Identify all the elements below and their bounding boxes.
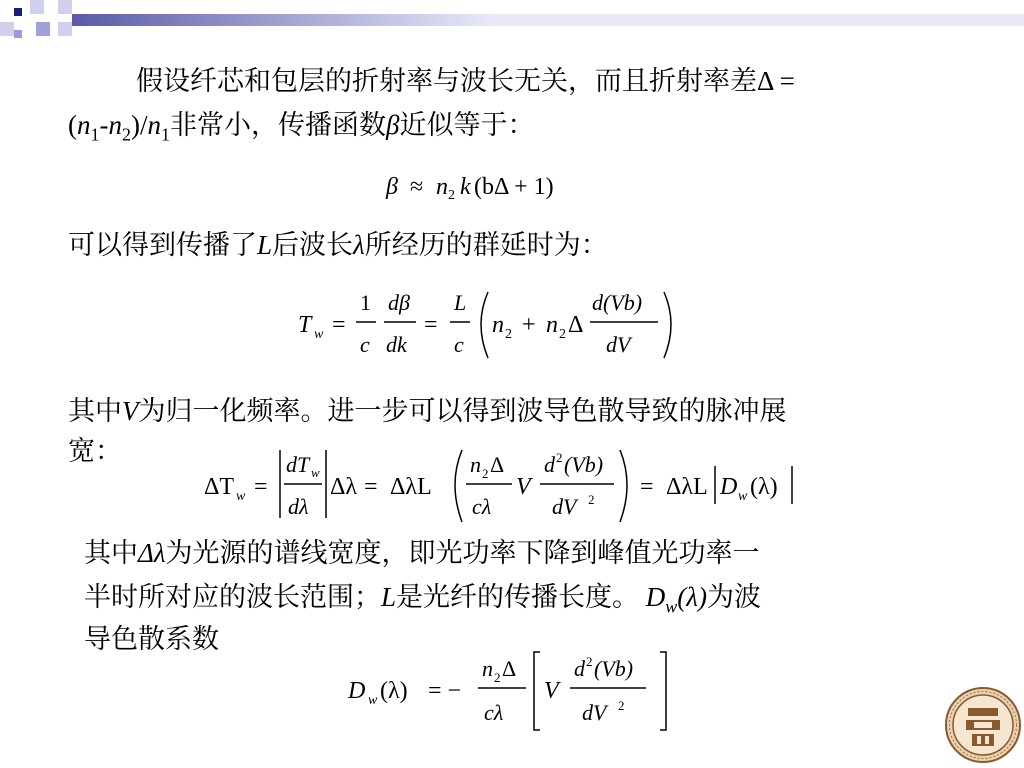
corner-square-1	[14, 8, 22, 16]
para4-text-3: 半时所对应的波长范围；	[84, 582, 381, 612]
eq3-sub2: 2	[482, 466, 489, 481]
eq4-bracket-right	[660, 652, 666, 730]
equation-4	[344, 646, 684, 736]
slash: )/	[131, 110, 148, 140]
L-symbol-2: L	[381, 582, 397, 612]
beta-symbol: β	[386, 110, 400, 140]
eq2-sub2a: 2	[505, 327, 512, 342]
eq3-dlam: dλ	[288, 494, 309, 519]
eq3-delta: Δ	[490, 452, 505, 477]
eq2-plus: +	[522, 312, 536, 338]
eq4-bracket-left	[534, 652, 540, 730]
eq3-Vb: (Vb)	[564, 452, 604, 477]
eq4-lam: (λ)	[380, 678, 408, 704]
eq3-sq2: 2	[588, 492, 595, 507]
corner-square-6	[58, 0, 72, 14]
eq4-n2: n	[482, 656, 493, 681]
para3-text-3: 宽：	[68, 436, 122, 466]
eq2-c1: c	[360, 332, 370, 357]
corner-square-3	[0, 22, 14, 36]
eq4-sub2: 2	[494, 670, 501, 685]
eq4-w: w	[368, 693, 378, 708]
eq3-lam: (λ)	[750, 474, 778, 500]
eq3-eq2: =	[364, 474, 378, 500]
eq1-approx: ≈	[410, 174, 424, 200]
eq2-L: L	[454, 290, 467, 315]
eq3-dT: ΔT	[204, 474, 235, 500]
eq3-dV: dV	[552, 494, 577, 519]
D-symbol: D	[645, 582, 666, 612]
eq1-rest: (bΔ + 1)	[474, 174, 554, 200]
eq2-paren-left	[481, 292, 488, 358]
delta-lambda-symbol: Δλ	[138, 538, 166, 568]
subscript-3: 1	[161, 124, 170, 145]
eq3-w2: w	[311, 465, 320, 480]
subscript-2: 2	[122, 124, 131, 145]
header-bar-fade	[72, 14, 492, 26]
eq3-clam: cλ	[472, 494, 492, 519]
eq2-dVb: d(Vb)	[592, 290, 643, 315]
eq3-dlL: ΔλL	[390, 474, 432, 500]
eq3-w1: w	[236, 489, 246, 504]
para1-text-1: 假设纤芯和包层的折射率与波长无关，而且折射率差Δ =	[136, 66, 795, 96]
eq2-one: 1	[360, 290, 371, 315]
para2-line	[68, 228, 608, 262]
eq2-n2b: n	[546, 312, 558, 338]
equation-1	[380, 166, 580, 206]
eq3-sq1: 2	[556, 450, 563, 465]
para4-text-6: 导色散系数	[84, 624, 219, 654]
para3-line2	[68, 434, 122, 468]
eq4-V: V	[544, 678, 559, 704]
para4-text-5: 为波	[706, 582, 761, 612]
n-symbol-2: n	[108, 110, 122, 140]
para4-line2	[84, 580, 761, 623]
eq2-paren-right	[664, 292, 671, 358]
eq4-dV: dV	[582, 700, 607, 725]
eq2-dV: dV	[606, 332, 631, 357]
eq2-n2a: n	[492, 312, 504, 338]
eq4-D: D	[348, 678, 366, 704]
para1-line2	[68, 108, 534, 151]
eq3-paren-right	[620, 450, 627, 522]
eq3-eq3: =	[640, 474, 654, 500]
dash: -	[99, 110, 109, 140]
corner-square-4	[36, 22, 50, 36]
L-symbol: L	[257, 230, 273, 260]
eq3-dTw: dT	[286, 452, 310, 477]
para3-line1	[68, 394, 787, 428]
para4-text-1: 其中	[84, 538, 138, 568]
eq2-delta: Δ	[568, 312, 584, 338]
corner-square-2	[30, 0, 44, 14]
corner-square-5	[14, 30, 22, 38]
para3-text-2: 为归一化频率。进一步可以得到波导色散导致的脉冲展	[138, 396, 787, 426]
eq4-Vb: (Vb)	[594, 656, 634, 681]
eq4-d: d	[574, 656, 585, 681]
eq2-dbeta: dβ	[388, 290, 410, 315]
corner-square-7	[58, 22, 72, 36]
equation-3	[200, 444, 800, 528]
eq1-sub2: 2	[448, 188, 455, 203]
para1-text-3: 近似等于：	[399, 110, 535, 140]
eq4-sq1: 2	[586, 654, 593, 669]
para4-line3	[84, 622, 219, 656]
para3-text-1: 其中	[68, 396, 122, 426]
para4-text-4: 是光纤的传播长度。	[396, 582, 640, 612]
eq2-sub2b: 2	[559, 327, 566, 342]
para2-text-2: 后波长	[272, 230, 354, 260]
eq3-d2: d	[544, 452, 555, 477]
lambda-symbol: λ	[353, 230, 365, 260]
para4-line1	[84, 536, 760, 570]
eq3-paren-left	[455, 450, 462, 522]
para1-text-2: 非常小，传播函数	[170, 110, 386, 140]
eq4-eq: = −	[428, 678, 462, 704]
eq3-D: D	[720, 474, 738, 500]
eq2-eq1: =	[332, 312, 346, 338]
eq3-V: V	[516, 474, 531, 500]
w-subscript: w	[665, 596, 678, 617]
eq2-T: T	[298, 312, 312, 338]
eq2-w: w	[314, 327, 324, 342]
eq2-eq2: =	[424, 312, 438, 338]
equation-2	[292, 284, 692, 364]
para4-text-2: 为光源的谱线宽度，即光功率下降到峰值光功率一	[165, 538, 760, 568]
eq3-dlL2: ΔλL	[666, 474, 708, 500]
subscript-1: 1	[90, 124, 100, 145]
para1-line1	[136, 64, 795, 98]
eq4-clam: cλ	[484, 700, 504, 725]
eq4-delta: Δ	[502, 656, 517, 681]
eq1-beta: β	[386, 174, 398, 200]
eq3-w3: w	[738, 489, 748, 504]
para2-text-3: 所经历的群延时为：	[364, 230, 608, 260]
lambda-paren: (λ)	[677, 582, 707, 612]
eq3-eq1: =	[254, 474, 268, 500]
n-symbol: n	[77, 110, 91, 140]
eq1-n: n	[436, 174, 448, 200]
eq3-n2: n	[470, 452, 481, 477]
paren-open: (	[68, 110, 77, 140]
V-symbol: V	[122, 396, 139, 426]
n-symbol-3: n	[147, 110, 161, 140]
eq3-dlambda: Δλ	[330, 474, 358, 500]
eq4-sq2: 2	[618, 698, 625, 713]
para2-text-1: 可以得到传播了	[68, 230, 257, 260]
eq1-k: k	[460, 174, 471, 200]
eq2-dk: dk	[386, 332, 407, 357]
eq2-c2: c	[454, 332, 464, 357]
university-seal-icon	[944, 686, 1022, 764]
